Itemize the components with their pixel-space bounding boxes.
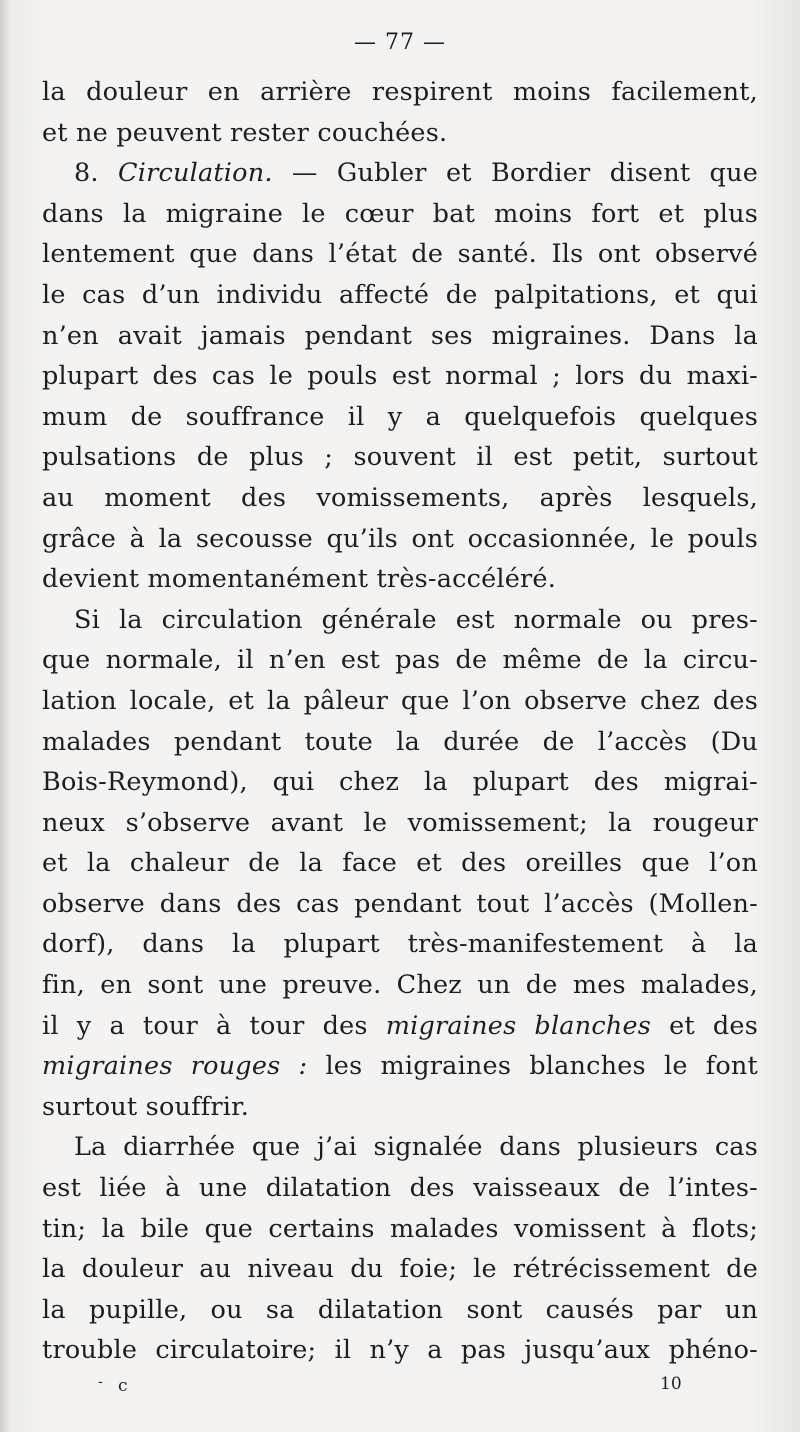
text-line: malades pendant toute la durée de l’accès (Du <box>42 726 758 757</box>
text-line: observe dans des cas pendant tout l’accès (Mollen- <box>42 888 758 919</box>
text-line: la douleur au niveau du foie; le rétrécissement de <box>42 1254 758 1285</box>
text-line: dorf), dans la plupart très-manifestement à la <box>42 929 758 960</box>
line-text: il y a tour à tour des <box>42 1010 386 1041</box>
text-line: mum de souffrance il y a quelquefois quelques <box>42 401 758 432</box>
text-line: tin; la bile que certains malades vomissent à flots; <box>42 1213 758 1244</box>
section-title: Circulation. <box>118 158 273 189</box>
text-line: fin, en sont une preuve. Chez un de mes malades, <box>42 970 758 1001</box>
text-line: lation locale, et la pâleur que l’on observe chez des <box>42 685 758 716</box>
text-line: plupart des cas le pouls est normal ; lors du maxi- <box>42 361 758 392</box>
folio-number: 10 <box>660 1374 682 1394</box>
text-line: est liée à une dilatation des vaisseaux de l’intes- <box>42 1173 758 1204</box>
text-line: La diarrhée que j’ai signalée dans plusieurs cas <box>74 1132 758 1163</box>
page-footer <box>0 1374 800 1404</box>
text-line: pulsations de plus ; souvent il est petit, surtout <box>42 442 758 473</box>
line-text: — Gubler et Bordier disent que <box>272 158 758 189</box>
text-line: lentement que dans l’état de santé. Ils ont observé <box>42 239 758 270</box>
text-line: au moment des vomissements, après lesquels, <box>42 482 758 513</box>
text-line: le cas d’un individu affecté de palpitations, et qui <box>42 279 758 310</box>
text-line: et ne peuvent rester couchées. <box>42 117 448 148</box>
signature-mark: - <box>98 1374 103 1390</box>
italic-term: migraines blanches <box>385 1010 652 1041</box>
section-heading-line <box>42 153 758 194</box>
section-number: 8. <box>74 158 119 189</box>
line-text: et des <box>651 1010 758 1041</box>
text-line: la pupille, ou sa dilatation sont causés par un <box>42 1294 758 1325</box>
text-line: Bois-Reymond), qui chez la plupart des migrai- <box>42 767 758 798</box>
text-line: grâce à la secousse qu’ils ont occasionnée, le pouls <box>42 523 758 554</box>
text-line: dans la migraine le cœur bat moins fort et plus <box>42 198 758 229</box>
text-line: trouble circulatoire; il n’y a pas jusqu’aux phéno- <box>42 1335 758 1366</box>
text-line: Si la circulation générale est normale ou pres- <box>74 604 758 635</box>
page-number: — 77 — <box>354 30 446 55</box>
text-line: la douleur en arrière respirent moins facilement, <box>42 77 758 107</box>
text-line-with-italic <box>42 1006 758 1047</box>
line-text: les migraines blanches le font <box>307 1051 758 1082</box>
text-line: devient momentanément très-accéléré. <box>42 564 556 595</box>
text-line: n’en avait jamais pendant ses migraines. Dans la <box>42 320 758 351</box>
page-edge-shadow <box>0 0 10 1432</box>
body-text <box>42 72 758 1371</box>
signature-letter: c <box>118 1376 128 1396</box>
text-line: que normale, il n’en est pas de même de la circu- <box>42 645 758 676</box>
text-line: neux s’observe avant le vomissement; la rougeur <box>42 807 758 838</box>
text-line: surtout souffrir. <box>42 1091 250 1122</box>
italic-term: migraines rouges : <box>42 1051 308 1082</box>
text-line-with-italic <box>42 1046 758 1087</box>
text-line: et la chaleur de la face et des oreilles que l’on <box>42 848 758 879</box>
